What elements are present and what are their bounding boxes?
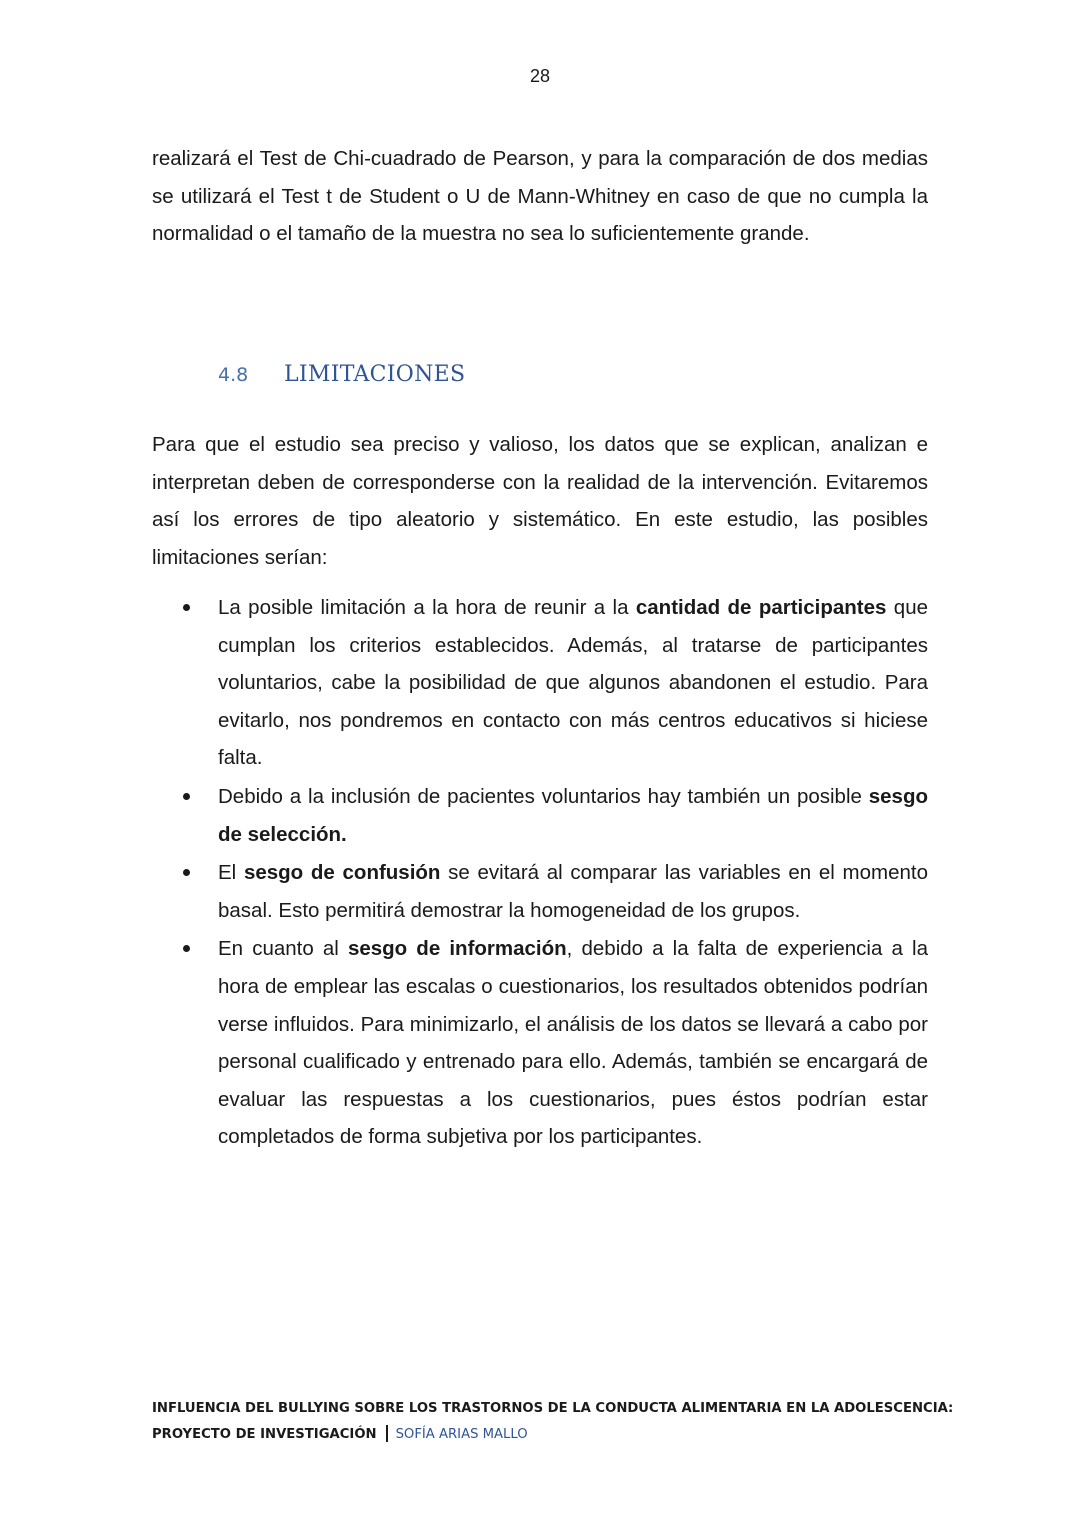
list-item-text: se evitará al comparar las variables en el momento basal. Esto permitirá demostrar la homogeneidad de los grupos. <box>218 861 928 922</box>
list-item-text: Debido a la inclusión de pacientes voluntarios hay también un posible <box>218 784 869 808</box>
section-heading <box>218 362 465 398</box>
footer-title-line: INFLUENCIA DEL BULLYING SOBRE LOS TRASTORNOS DE LA CONDUCTA ALIMENTARIA EN LA ADOLESCENCIA: <box>152 1401 954 1416</box>
list-item-text: que cumplan los criterios establecidos. Además, al tratarse de participantes voluntarios, cabe la posibilidad de que algunos abandonen el estudio. Para evitarlo, nos pondremos en contacto con más centros educativos si hiciese falta. <box>218 596 929 770</box>
footer-author: SOFÍA ARIAS MALLO <box>395 1427 528 1442</box>
bullet-icon <box>183 945 190 952</box>
list-item-text: El <box>218 861 244 885</box>
list-item-emphasis: sesgo de información <box>347 937 567 961</box>
limitations-list <box>152 589 928 1157</box>
footer-subtitle-line <box>152 1422 952 1448</box>
list-item <box>152 589 928 777</box>
list-item-emphasis: sesgo de selección. <box>218 784 928 846</box>
list-item-emphasis: cantidad de participantes <box>635 596 887 619</box>
footer-subtitle: PROYECTO DE INVESTIGACIÓN <box>152 1427 377 1442</box>
section-number: 4.8 <box>218 364 249 386</box>
list-item <box>152 930 928 1156</box>
footer-separator <box>386 1425 388 1442</box>
body-paragraph: Para que el estudio sea preciso y valioso, los datos que se explican, analizan e interpretan deben de corresponderse con la realidad de la intervención. Evitaremos así los errores de tipo aleatorio y sistemático. En este estudio, las posibles limitaciones serían: <box>152 433 928 569</box>
list-item-text: En cuanto al <box>218 937 348 961</box>
list-item-text: , debido a la falta de experiencia a la hora de emplear las escalas o cuestionarios, los resultados obtenidos podrían verse influidos. Para minimizarlo, el análisis de los datos se llevará a cabo por personal cualificado y entrenado para ello. Además, también se encargará de evaluar las respuestas a los cuestionarios, pues éstos podrían estar completados de forma subjetiva por los participantes. <box>218 937 928 1149</box>
bullet-icon <box>183 604 190 611</box>
list-item <box>152 854 928 929</box>
list-item-text: La posible limitación a la hora de reunir a la <box>218 596 636 619</box>
page-footer <box>152 1396 952 1448</box>
bullet-icon <box>183 793 190 800</box>
page-number: 28 <box>529 66 551 86</box>
list-item <box>152 778 928 853</box>
body-paragraph: realizará el Test de Chi-cuadrado de Pearson, y para la comparación de dos medias se utilizará el Test t de Student o U de Mann-Whitney en caso de que no cumpla la normalidad o el tamaño de la muestra no sea lo suficientemente grande. <box>152 147 928 246</box>
section-title: LIMITACIONES <box>284 362 466 387</box>
list-item-emphasis: sesgo de confusión <box>243 861 441 885</box>
bullet-icon <box>183 869 190 876</box>
